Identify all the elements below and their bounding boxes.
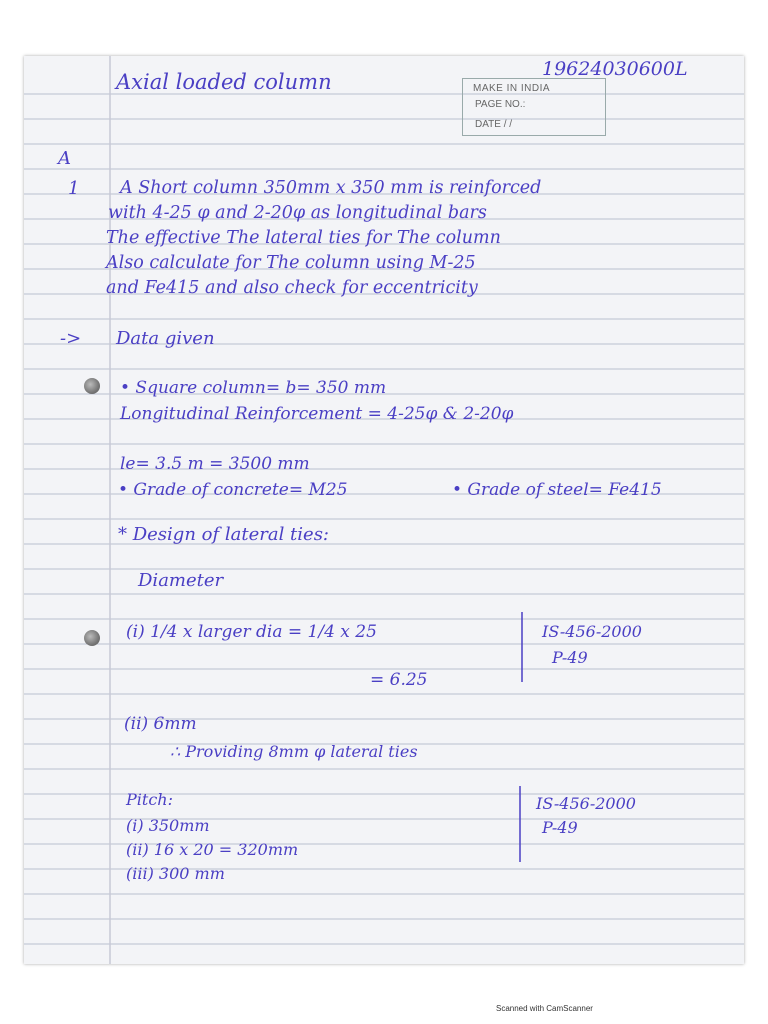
stamp-date: DATE / / — [475, 119, 513, 130]
margin-mark-a: A — [58, 148, 71, 169]
diameter-result: = 6.25 — [370, 670, 428, 690]
pitch-line-2: (ii) 16 x 20 = 320mm — [126, 840, 299, 859]
given-line-5: • Grade of steel= Fe415 — [452, 480, 662, 500]
providing-line: ∴ Providing 8mm φ lateral ties — [170, 742, 418, 761]
roll-number: 19624030600L — [542, 58, 688, 80]
scanner-footer: Scanned with CamScanner — [496, 1004, 593, 1013]
given-line-3: le= 3.5 m = 3500 mm — [120, 454, 310, 474]
pitch-line-3: (iii) 300 mm — [126, 864, 225, 883]
notebook-page — [24, 56, 744, 964]
diameter-i: (i) 1/4 x larger dia = 1/4 x 25 — [126, 622, 377, 642]
reference-divider — [518, 786, 522, 862]
design-heading: * Design of lateral ties: — [118, 524, 329, 545]
binder-hole — [84, 378, 100, 394]
problem-line-4: Also calculate for The column using M-25 — [106, 253, 476, 273]
given-line-4: • Grade of concrete= M25 — [118, 480, 348, 500]
reference-1-code: IS-456-2000 — [542, 622, 642, 641]
reference-2-page: P-49 — [542, 818, 578, 837]
problem-line-5: and Fe415 and also check for eccentricity — [106, 278, 478, 298]
problem-line-1: A Short column 350mm x 350 mm is reinforced — [120, 178, 542, 198]
page-stamp — [462, 78, 606, 136]
margin-mark-1: 1 — [68, 178, 80, 199]
stamp-brand: MAKE IN INDIA — [473, 83, 551, 94]
pitch-line-1: (i) 350mm — [126, 816, 210, 835]
margin-mark-arrow: -> — [60, 328, 82, 349]
reference-divider — [520, 612, 524, 682]
diameter-heading: Diameter — [138, 570, 224, 591]
binder-hole — [84, 630, 100, 646]
data-given-heading: Data given — [116, 328, 215, 349]
given-line-2: Longitudinal Reinforcement = 4-25φ & 2-20φ — [120, 404, 514, 424]
page-title: Axial loaded column — [116, 70, 332, 94]
stamp-page-no: PAGE NO.: — [475, 99, 526, 110]
pitch-heading: Pitch: — [126, 790, 173, 809]
problem-line-2: with 4-25 φ and 2-20φ as longitudinal bars — [108, 203, 487, 223]
reference-2-code: IS-456-2000 — [536, 794, 636, 813]
reference-1-page: P-49 — [552, 648, 588, 667]
problem-line-3: The effective The lateral ties for The column — [106, 228, 501, 248]
diameter-ii: (ii) 6mm — [124, 714, 197, 734]
given-line-1: • Square column= b= 350 mm — [120, 378, 387, 398]
